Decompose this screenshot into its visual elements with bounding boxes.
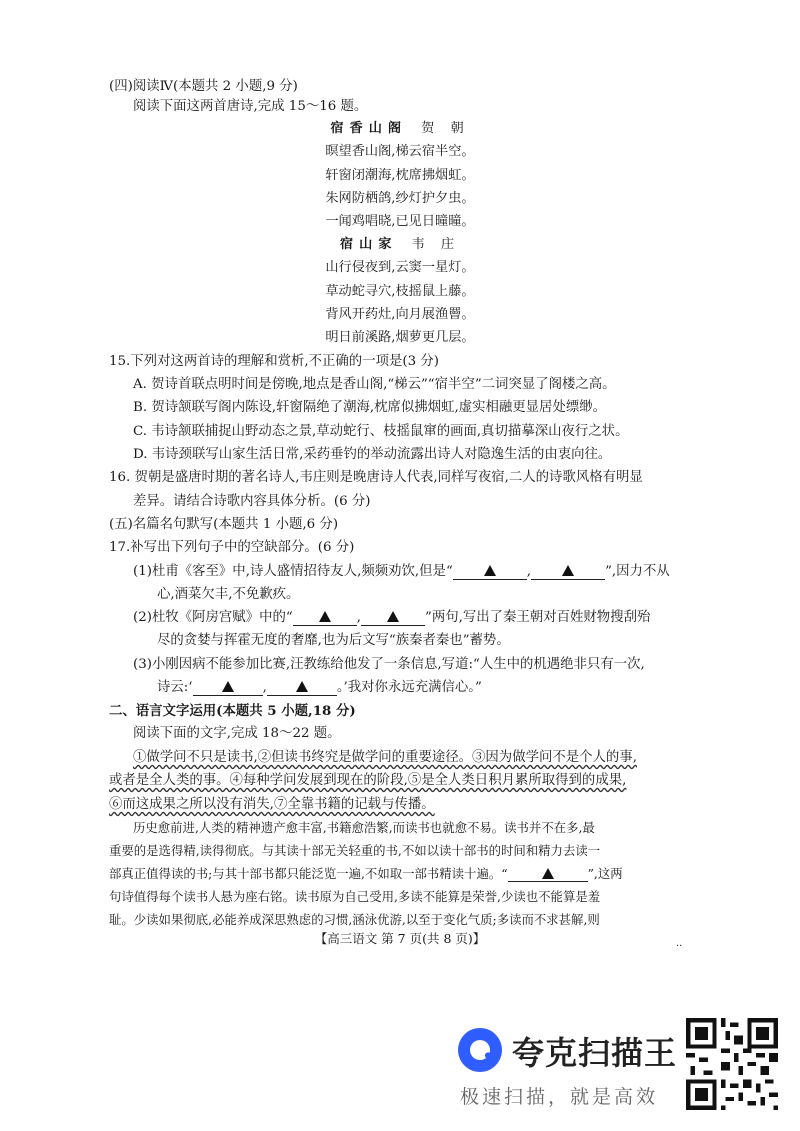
q17-item2-line2: 尽的贪婪与挥霍无度的奢靡,也为后文写“族秦者秦也”蓄势。: [157, 633, 510, 648]
fill-blank[interactable]: [293, 611, 357, 626]
triangle-icon: [562, 565, 574, 576]
scanner-watermark: [458, 1018, 688, 1114]
passage2-line: 句诗值得每个读书人悬为座右铭。读书原为自己受用,多读不能算是荣誉,少读也不能算是羞: [109, 889, 601, 904]
q17-item1-line2: 心,酒菜欠丰,不免歉疚。: [157, 587, 300, 602]
section4-instruction: 阅读下面这两首唐诗,完成 15～16 题。: [133, 99, 368, 114]
passage1-line: ①做学问不只是读书,②但读书终究是做学问的重要途径。③因为做学问不是个人的事,: [133, 750, 637, 765]
qr-code-icon: [686, 1018, 778, 1110]
fill-blank[interactable]: [453, 565, 527, 580]
poem1-title: 宿香山阁: [330, 121, 408, 136]
section4-heading: (四)阅读Ⅳ(本题共 2 小题,9 分): [109, 79, 298, 94]
poem2-heading: [0, 236, 800, 254]
fill-blank[interactable]: [193, 681, 263, 696]
passage2-line: 部真正值得读的书;与其十部书都只能泛览一遍,不如取一部书精读十遍。“ ”,这两: [109, 866, 623, 881]
fill-blank[interactable]: [531, 565, 605, 580]
passage1-line: 或者是全人类的事。④每种学问发展到现在的阶段,⑤是全人类日积月累所取得到的成果,: [109, 773, 627, 788]
triangle-icon: [319, 611, 331, 622]
poem2-line: 草动蛇寻穴,枝摇鼠上藤。: [325, 284, 475, 299]
fill-blank[interactable]: [267, 681, 337, 696]
q15-option-d: D. 韦诗颈联写山家生活日常,采药垂钓的举动流露出诗人对隐逸生活的由衷向往。: [133, 447, 612, 462]
q15-option-a: A. 贺诗首联点明时间是傍晚,地点是香山阁,“梯云”“宿半空”二词突显了阁楼之高。: [133, 377, 616, 392]
q15-option-c: C. 韦诗颔联捕捉山野动态之景,草动蛇行、枝摇鼠窜的画面,真切描摹深山夜行之状。: [133, 424, 629, 439]
scanner-brand-name: 夸克扫描王: [512, 1034, 678, 1072]
q15-stem: 15.下列对这两首诗的理解和赏析,不正确的一项是(3 分): [109, 354, 439, 369]
passage2-line: 历史愈前进,人类的精神遗产愈丰富,书籍愈浩繁,而读书也就愈不易。读书并不在多,最: [133, 820, 595, 835]
q17-item3-line1: (3)小刚因病不能参加比赛,汪教练给他发了一条信息,写道:“人生中的机遇绝非只有一次,: [133, 657, 645, 672]
poem1-line: 朱网防栖鸽,纱灯护夕虫。: [325, 191, 475, 206]
triangle-icon: [296, 681, 308, 692]
triangle-icon: [222, 681, 234, 692]
q16-stem-line2: 差异。请结合诗歌内容具体分析。(6 分): [133, 494, 371, 509]
q15-option-b: B. 贺诗颔联写阁内陈设,轩窗隔绝了潮海,枕席似拂烟虹,虚实相融更显居处缥缈。: [133, 400, 607, 415]
poem2-author: 韦 庄: [411, 237, 461, 252]
poem1-line: 轩窗闭潮海,枕席拂烟虹。: [325, 168, 475, 183]
scanner-slogan: 极速扫描，就是高效: [460, 1086, 659, 1108]
poem1-line: 一闻鸡唱晓,已见日曈曈。: [325, 214, 475, 229]
fill-blank[interactable]: [508, 867, 588, 882]
triangle-icon: [387, 611, 399, 622]
scan-dots: ..: [676, 938, 683, 949]
q17-item2-line1: (2)杜牧《阿房宫赋》中的“ , ”两句,写出了秦王朝对百姓财物搜刮殆: [133, 610, 651, 625]
q17-item1-line1: (1)杜甫《客至》中,诗人盛情招待友人,频频劝饮,但是“ , ”,因力不从: [133, 564, 670, 579]
part2-instruction: 阅读下面的文字,完成 18～22 题。: [133, 726, 341, 741]
section5-heading: (五)名篇名句默写(本题共 1 小题,6 分): [109, 517, 339, 532]
poem1-author: 贺 朝: [421, 121, 470, 136]
part2-heading: 二、语言文字运用(本题共 5 小题,18 分): [109, 703, 356, 719]
passage2-line: 耻。少读如果彻底,必能养成深思熟虑的习惯,涵泳优游,以至于变化气质;多读而不求甚解,则: [109, 912, 600, 927]
passage2-line: 重要的是选得精,读得彻底。与其读十部无关轻重的书,不如以读十部书的时间和精力去读一: [109, 843, 601, 858]
poem2-title: 宿山家: [339, 237, 398, 252]
poem1-line: 暝望香山阁,梯云宿半空。: [325, 144, 475, 159]
poem2-line: 背风开药灶,向月展渔罾。: [325, 307, 475, 322]
quark-logo-icon: [458, 1028, 502, 1072]
poem2-line: 明日前溪路,烟萝更几层。: [325, 330, 475, 345]
poem2-line: 山行侵夜到,云窦一星灯。: [325, 260, 475, 275]
q17-item3-line2: 诗云:‘ , 。’我对你永远充满信心。”: [157, 680, 482, 695]
poem1-heading: [0, 120, 800, 138]
triangle-icon: [542, 868, 554, 879]
q17-stem: 17.补写出下列句子中的空缺部分。(6 分): [109, 540, 355, 555]
triangle-icon: [484, 565, 496, 576]
passage1-line: ⑥而这成果之所以没有消失,⑦全靠书籍的记载与传播。: [109, 797, 435, 812]
q16-stem-line1: 16. 贺朝是盛唐时期的著名诗人,韦庄则是晚唐诗人代表,同样写夜宿,二人的诗歌风格有明显: [109, 470, 643, 485]
page-footer: 【高三语文 第 7 页(共 8 页)】: [314, 931, 486, 946]
fill-blank[interactable]: [361, 611, 425, 626]
